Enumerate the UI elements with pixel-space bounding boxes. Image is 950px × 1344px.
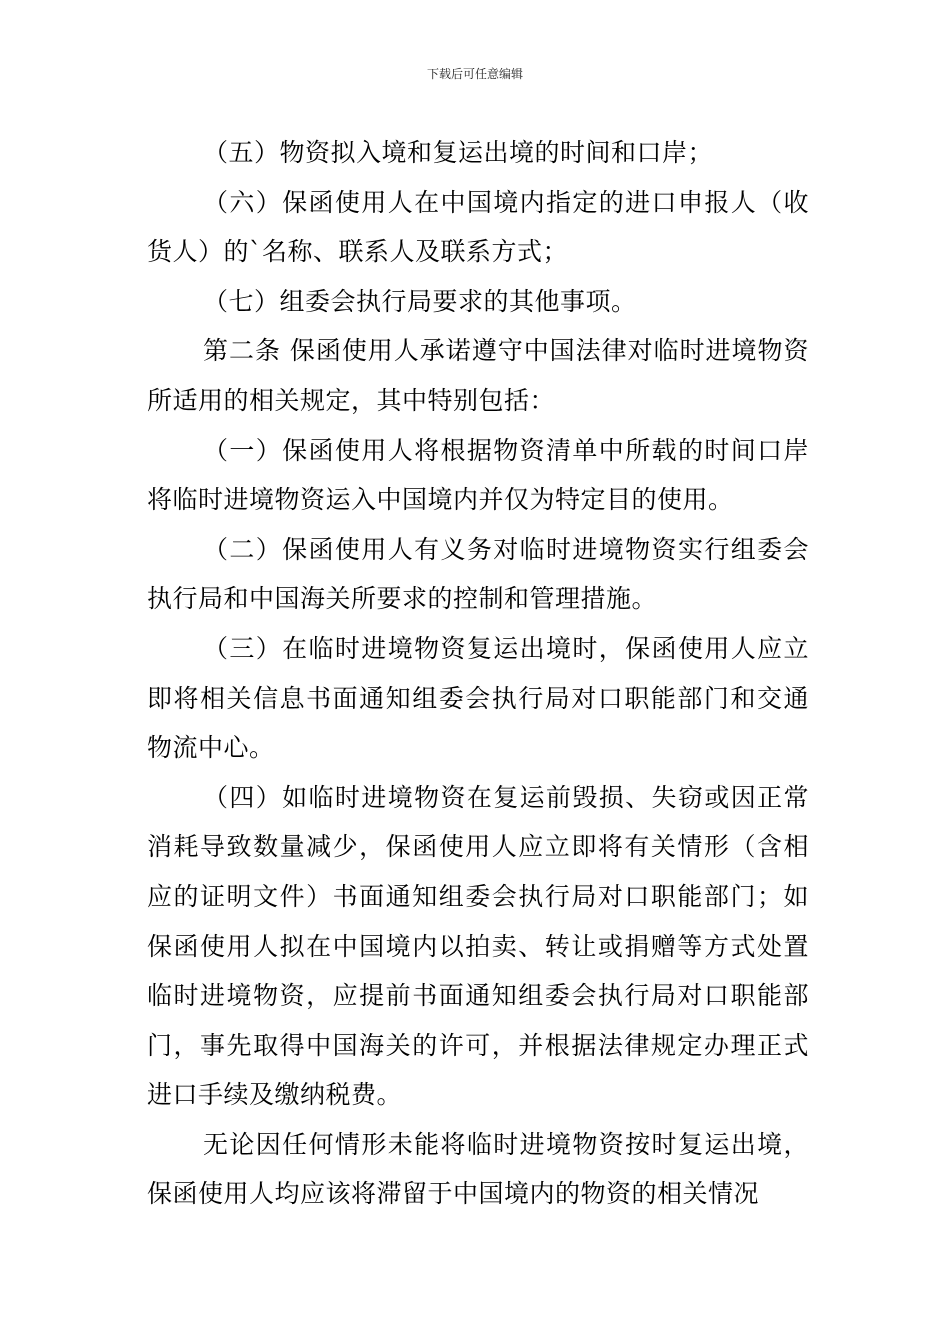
paragraph-item-6: （六）保函使用人在中国境内指定的进口申报人（收货人）的`名称、联系人及联系方式； [147,187,809,267]
paragraph-clause-1: （一）保函使用人将根据物资清单中所载的时间口岸将临时进境物资运入中国境内并仅为特定目的使用。 [147,435,809,515]
paragraph-item-5: （五）物资拟入境和复运出境的时间和口岸； [203,138,714,167]
document-body [147,128,809,1219]
paragraph-clause-2: （二）保函使用人有义务对临时进境物资实行组委会执行局和中国海关所要求的控制和管理措施。 [147,534,809,614]
paragraph-item-7: （七）组委会执行局要求的其他事项。 [203,286,637,316]
paragraph-clause-4: （四）如临时进境物资在复运前毁损、失窃或因正常消耗导致数量减少，保函使用人应立即将有关情形（含相应的证明文件）书面通知组委会执行局对口职能部门；如保函使用人拟在中国境内以拍卖、转让或捐赠等方式处置临时进境物资，应提前书面通知组委会执行局对口职能部门，事先取得中国海关的许可，并根据法律规定办理正式进口手续及缴纳税费。 [147,782,809,1110]
paragraph-closing: 无论因任何情形未能将临时进境物资按时复运出境，保函使用人均应该将滞留于中国境内的物资的相关情况 [147,1129,809,1209]
paragraph-article-2: 第二条 保函使用人承诺遵守中国法律对临时进境物资所适用的相关规定，其中特别包括： [147,336,809,415]
header-note: 下载后可任意编辑 [426,67,523,81]
paragraph-clause-3: （三）在临时进境物资复运出境时，保函使用人应立即将相关信息书面通知组委会执行局对口职能部门和交通物流中心。 [147,633,809,763]
